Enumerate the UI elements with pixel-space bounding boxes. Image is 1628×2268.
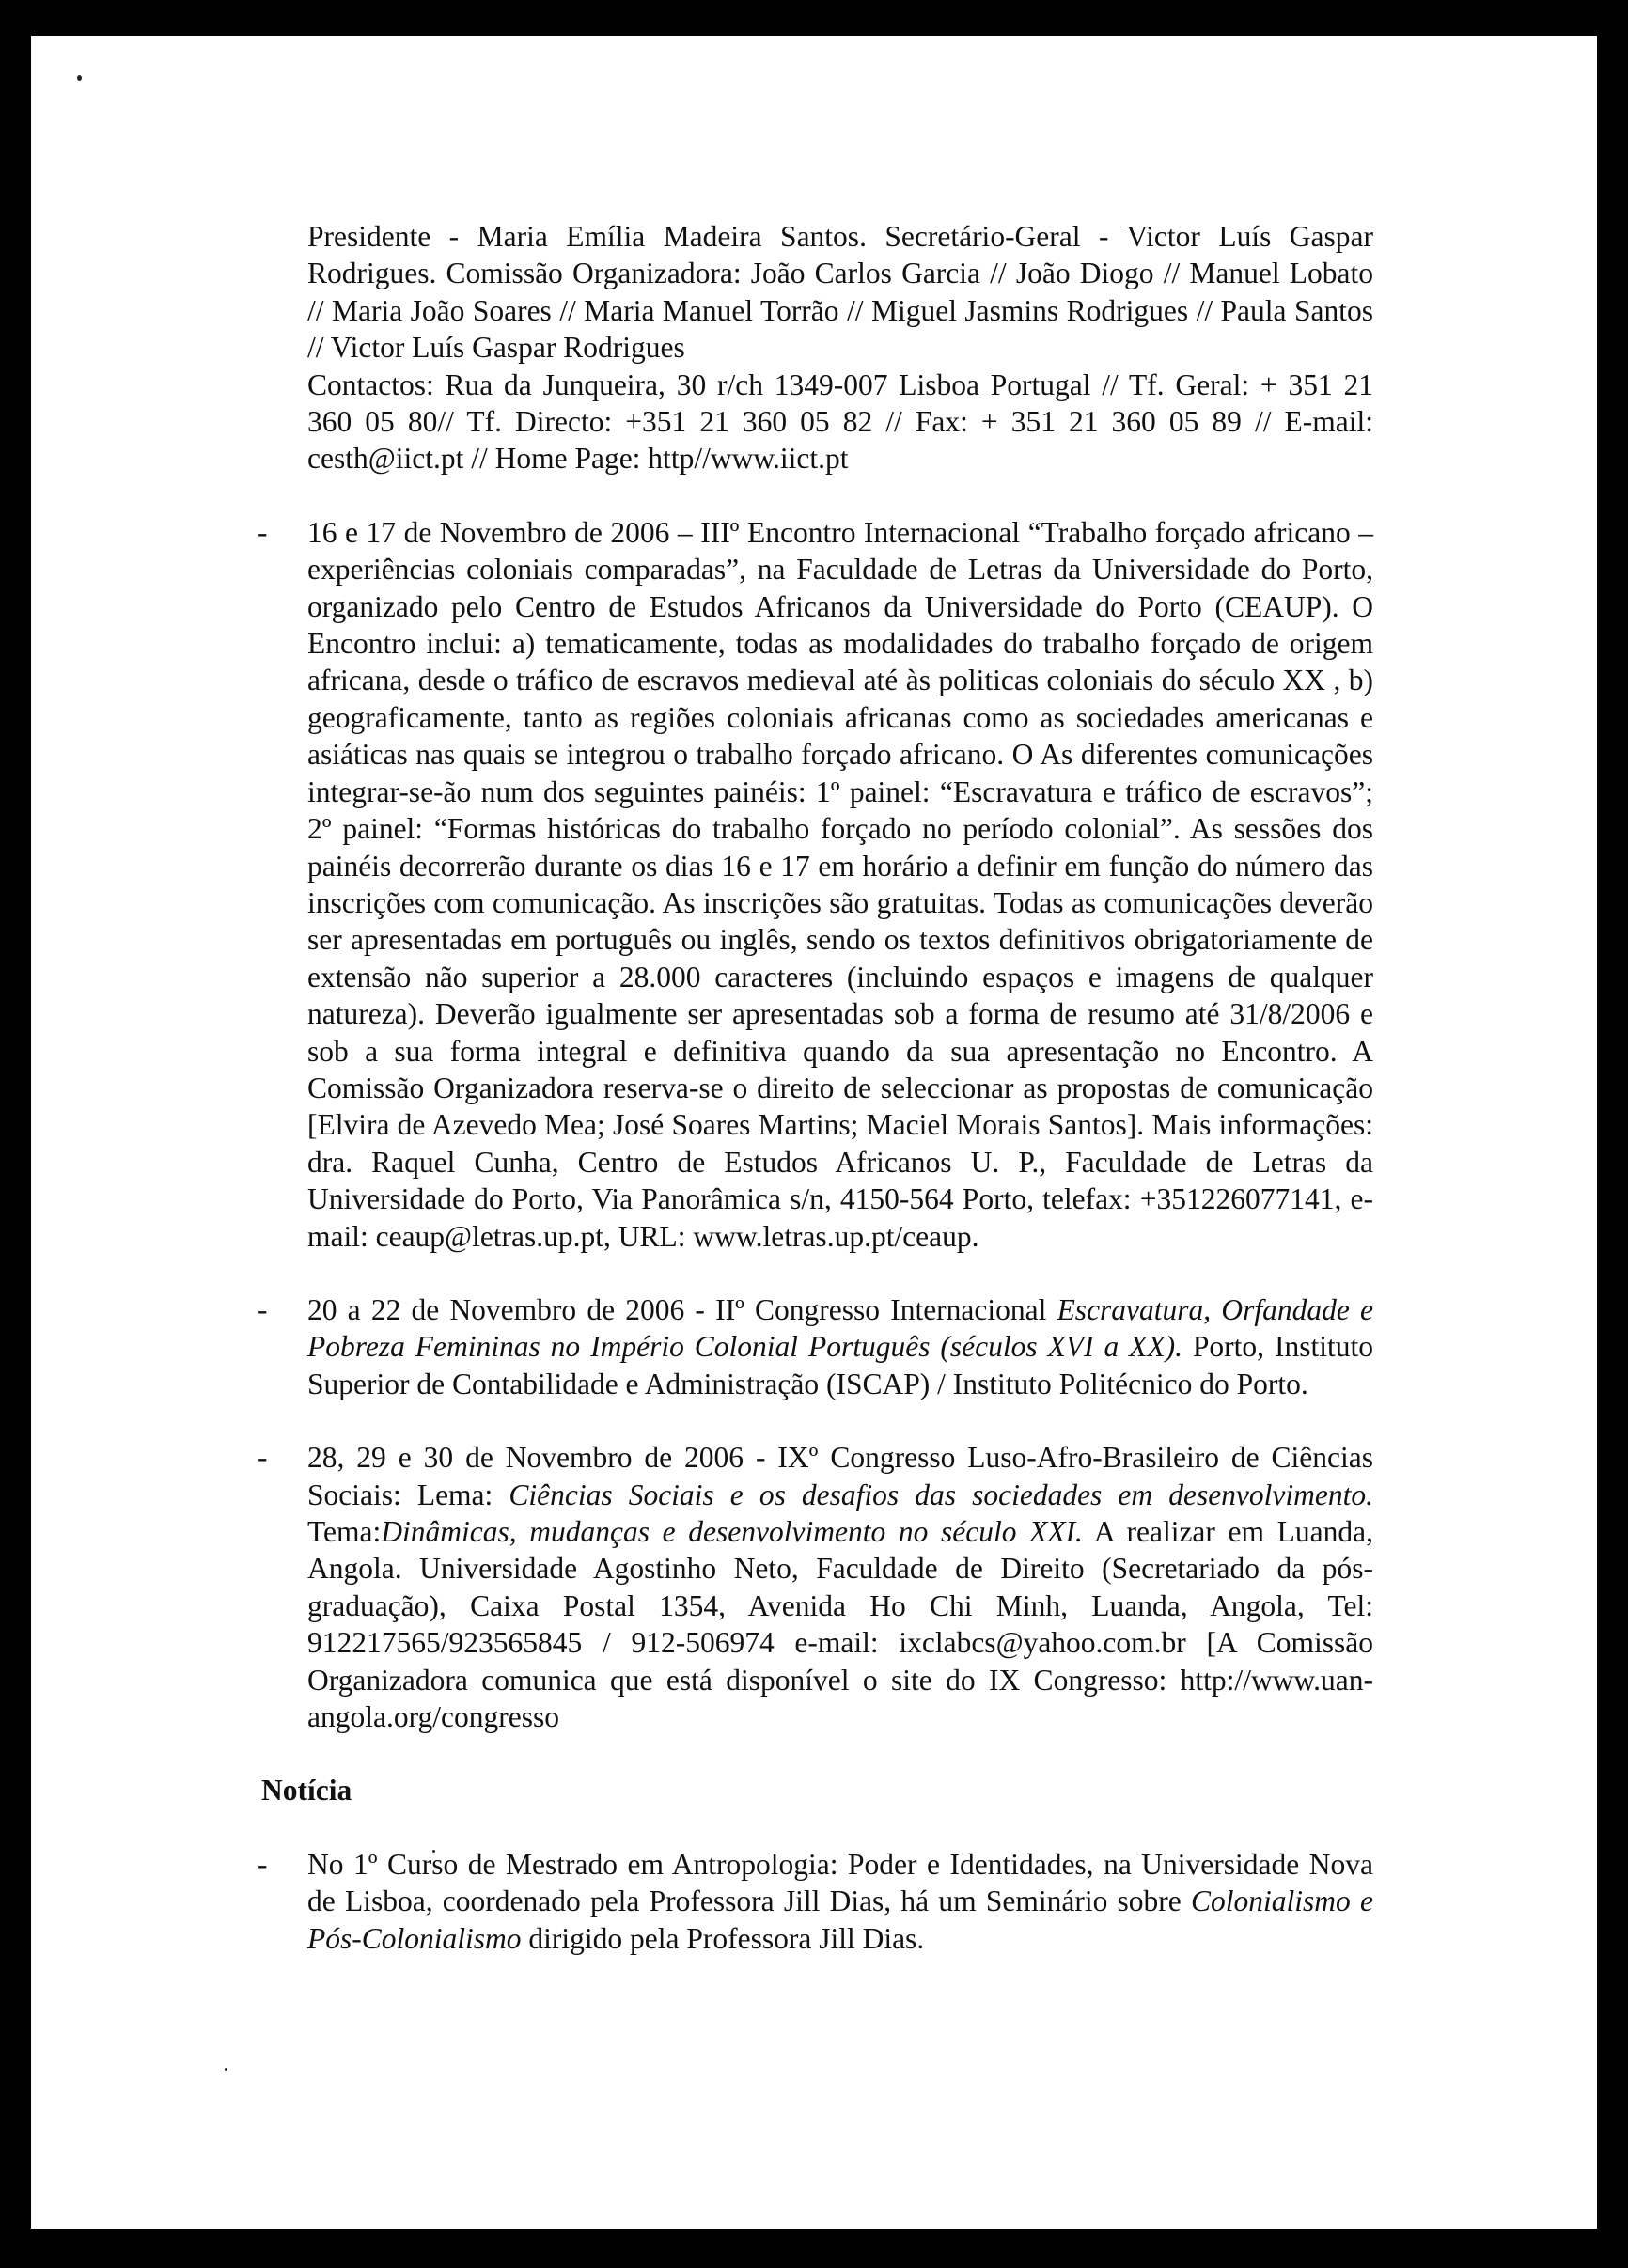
news-text [307,1846,1373,1957]
event-text-end: Porto, Instituto Superior de Contabilidade e Administração (ISCAP) / Instituto Politécnico do Porto. [307,1330,1373,1400]
event-text-part: Tema: [307,1515,382,1548]
scan-speck [225,2068,227,2071]
event-text-part: 28, 29 e 30 de Novembro de 2006 - IXº Congresso Luso-Afro-Brasileiro de Ciências Sociais: Lema: [307,1441,1373,1511]
event-entry-luanda-congresso [258,1439,1374,1735]
event-theme: Dinâmicas, mudanças e desenvolvimento no século XXI. [381,1515,1083,1548]
event-text [307,1439,1373,1735]
scan-speck [77,75,82,81]
contacts-text: Contactos: Rua da Junqueira, 30 r/ch 1349-007 Lisboa Portugal // Tf. Geral: + 351 21 360 05 80// Tf. Directo: +351 21 360 05 82 // Fax: + 351 21 360 05 89 // E-mail: cesth@iict.pt // Home Page: http//www.iict.pt [307,368,1373,476]
seminar-title: Colonialismo e Pós-Colonialismo [307,1885,1373,1955]
organizers-paragraph [307,218,1373,477]
bullet-dash: - [258,1847,268,1881]
event-text-part: A realizar em Luanda, Angola. Universidade Agostinho Neto, Faculdade de Direito (Secretariado da pós-graduação), Caixa Postal 1354, Avenida Ho Chi Minh, Luanda, Angola, Tel: 912217565/923565845 / 912-506974 e-mail: ixclabcs@yahoo.com.br [A Comissão Organizadora comunica que está disponível o site do IX Congresso: http://www.uan-angola.org/congresso [307,1515,1373,1734]
bullet-dash: - [258,1292,268,1326]
news-text-part: No 1º Curso de Mestrado em Antropologia: Poder e Identidades, na Universidade Nova de Lisboa, coordenado pela Professora Jill Dias, há um Seminário sobre [307,1847,1373,1918]
news-entry [258,1846,1373,1957]
section-heading-noticia: Notícia [261,1774,352,1807]
event-title: Escravatura, Orfandade e Pobreza Femininas no Império Colonial Português (séculos XVI a XX). [307,1292,1374,1364]
event-entry-porto-encontro [258,514,1373,1255]
event-text [307,1291,1373,1402]
document-body [258,218,1374,1957]
event-motto: Ciências Sociais e os desafios das sociedades em desenvolvimento. [509,1478,1374,1511]
event-entry-iscap-congresso [258,1291,1374,1402]
event-text-start: 20 a 22 de Novembro de 2006 - IIº Congresso Internacional [307,1292,1057,1326]
bullet-dash: - [258,1441,268,1475]
event-text: 16 e 17 de Novembro de 2006 – IIIº Encontro Internacional “Trabalho forçado africano – experiências coloniais comparadas”, na Faculdade de Letras da Universidade do Porto, organizado pelo Centro de Estudos Africanos da Universidade do Porto (CEAUP). O Encontro inclui: a) tematicamente, todas as modalidades do trabalho forçado de origem africana, desde o tráfico de escravos medieval até às politicas coloniais do século XX , b) geograficamente, tanto as regiões coloniais africanas como as sociedades americanas e asiáticas nas quais se integrou o trabalho forçado africano. O As diferentes comunicações integrar-se-ão num dos seguintes painéis: 1º painel: “Escravatura e tráfico de escravos”; 2º painel: “Formas históricas do trabalho forçado no período colonial”. As sessões dos painéis decorrerão durante os dias 16 e 17 em horário a definir em função do número das inscrições com comunicação. As inscrições são gratuitas. Todas as comunicações deverão ser apresentadas em português ou inglês, sendo os textos definitivos obrigatoriamente de extensão não superior a 28.000 caracteres (incluindo espaços e imagens de qualquer natureza). Deverão igualmente ser apresentadas sob a forma de resumo até 31/8/2006 e sob a sua forma integral e definitiva quando da sua apresentação no Encontro. A Comissão Organizadora reserva-se o direito de seleccionar as propostas de comunicação [Elvira de Azevedo Mea; José Soares Martins; Maciel Morais Santos]. Mais informações: dra. Raquel Cunha, Centro de Estudos Africanos U. P., Faculdade de Letras da Universidade do Porto, Via Panorâmica s/n, 4150-564 Porto, telefax: +351226077141, e-mail: ceaup@letras.up.pt, URL: www.letras.up.pt/ceaup. [307,515,1373,1253]
organizers-text: Presidente - Maria Emília Madeira Santos. Secretário-Geral - Victor Luís Gaspar Rodrigues. Comissão Organizadora: João Carlos Garcia // João Diogo // Manuel Lobato // Maria João Soares // Maria Manuel Torrão // Miguel Jasmins Rodrigues // Paula Santos // Victor Luís Gaspar Rodrigues [307,220,1373,365]
bullet-dash: - [258,515,268,549]
news-text-part: dirigido pela Professora Jill Dias. [521,1921,925,1955]
